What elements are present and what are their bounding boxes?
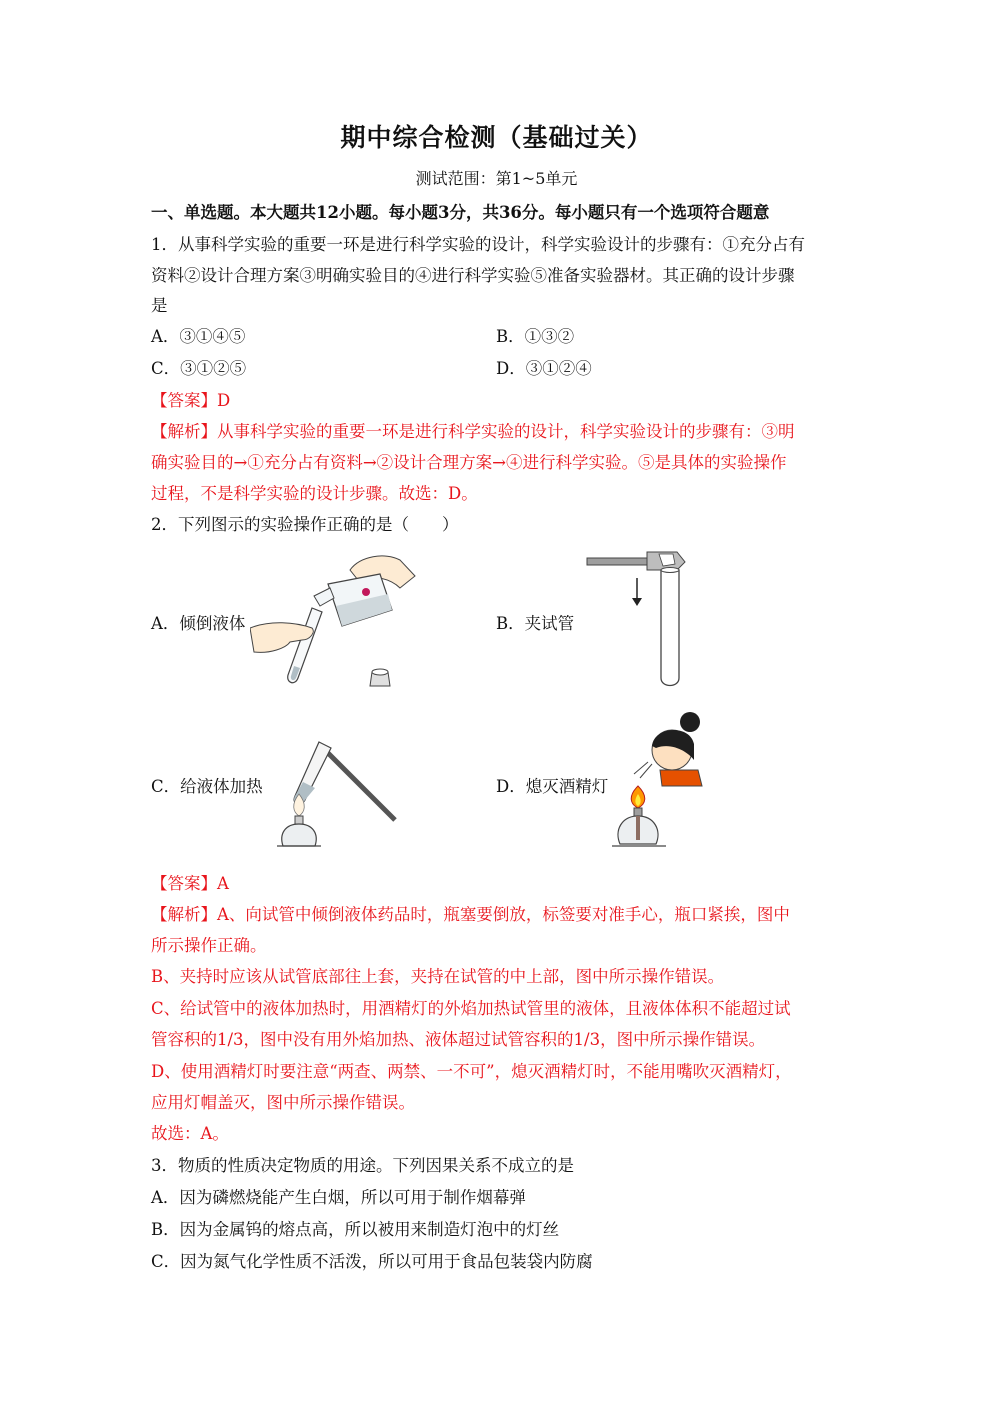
q2-stem: 2．下列图示的实验操作正确的是（ ） xyxy=(151,515,459,534)
q2-analysis-line-8: 故选：A。 xyxy=(151,1124,229,1143)
blowing-out-lamp-illustration xyxy=(610,708,710,850)
page-title: 期中综合检测（基础过关） xyxy=(340,123,653,152)
q1-stem-line-1: 1．从事科学实验的重要一环是进行科学实验的设计，科学实验设计的步骤有：①充分占有 xyxy=(151,235,805,254)
section-heading: 一、单选题。本大题共12小题。每小题3分，共36分。每小题只有一个选项符合题意 xyxy=(151,203,770,222)
q1-option-d: D．③①②④ xyxy=(496,359,592,378)
q1-option-b: B．①③② xyxy=(496,327,575,346)
q2-option-d: D．熄灭酒精灯 xyxy=(496,777,609,796)
q2-analysis-line-5: 管容积的1/3，图中没有用外焰加热、液体超过试管容积的1/3，图中所示操作错误。 xyxy=(151,1030,766,1049)
q2-option-a: A．倾倒液体 xyxy=(151,614,246,633)
q2-analysis-line-3: B、夹持时应该从试管底部往上套，夹持在试管的中上部，图中所示操作错误。 xyxy=(151,967,725,986)
q1-stem-line-2: 资料②设计合理方案③明确实验目的④进行科学实验⑤准备实验器材。其正确的设计步骤 xyxy=(151,266,795,285)
q3-option-b: B．因为金属钨的熔点高，所以被用来制造灯泡中的灯丝 xyxy=(151,1220,560,1239)
q2-option-b: B．夹试管 xyxy=(496,614,575,633)
q1-stem-line-3: 是 xyxy=(151,296,168,315)
q2-analysis-line-4: C、给试管中的液体加热时，用酒精灯的外焰加热试管里的液体，且液体体积不能超过试 xyxy=(151,999,791,1018)
q1-analysis-line-2: 确实验目的→①充分占有资料→②设计合理方案→④进行科学实验。⑤是具体的实验操作 xyxy=(151,453,787,472)
test-scope: 测试范围：第1~5单元 xyxy=(415,169,578,188)
tube-clamp-illustration xyxy=(585,548,700,693)
q2-option-c: C．给液体加热 xyxy=(151,777,263,796)
q3-option-c: C．因为氮气化学性质不活泼，所以可用于食品包装袋内防腐 xyxy=(151,1252,593,1271)
q1-analysis-line-3: 过程，不是科学实验的设计步骤。故选：D。 xyxy=(151,484,478,503)
q1-analysis-line-1: 【解析】从事科学实验的重要一环是进行科学实验的设计，科学实验设计的步骤有：③明 xyxy=(151,422,795,441)
q1-option-c: C．③①②⑤ xyxy=(151,359,247,378)
q2-analysis-line-7: 应用灯帽盖灭，图中所示操作错误。 xyxy=(151,1093,415,1112)
q3-stem: 3．物质的性质决定物质的用途。下列因果关系不成立的是 xyxy=(151,1156,574,1175)
q2-analysis-line-1: 【解析】A、向试管中倾倒液体药品时，瓶塞要倒放，标签要对准手心，瓶口紧挨，图中 xyxy=(151,905,790,924)
q2-analysis-line-2: 所示操作正确。 xyxy=(151,936,267,955)
q2-analysis-line-6: D、使用酒精灯时要注意“两查、两禁、一不可”，熄灭酒精灯时，不能用嘴吹灭酒精灯， xyxy=(151,1062,792,1081)
heating-liquid-illustration xyxy=(275,738,400,850)
pouring-liquid-illustration xyxy=(250,548,420,693)
q1-option-a: A．③①④⑤ xyxy=(151,327,246,346)
q1-answer: 【答案】D xyxy=(151,391,231,410)
q3-option-a: A．因为磷燃烧能产生白烟，所以可用于制作烟幕弹 xyxy=(151,1188,526,1207)
q2-answer: 【答案】A xyxy=(151,874,229,893)
